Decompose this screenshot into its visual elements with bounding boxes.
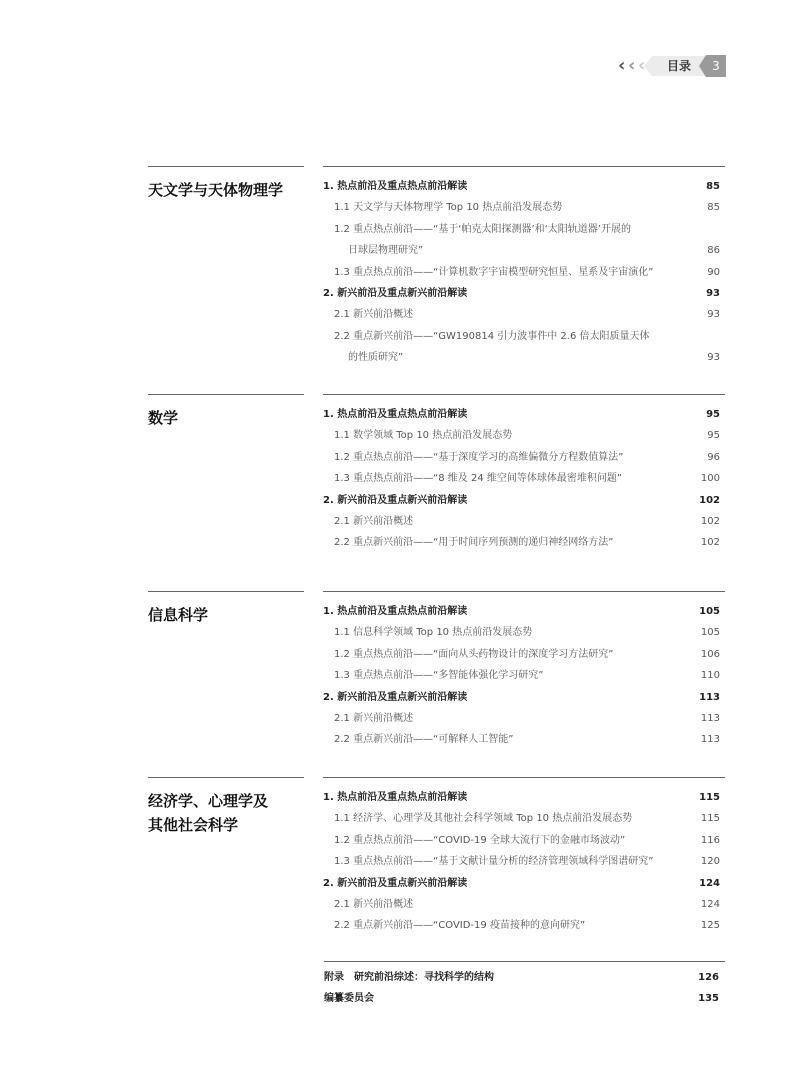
toc-entry[interactable]: 2. 新兴前沿及重点新兴前沿解读 93 bbox=[323, 287, 720, 299]
chevron-left-icon: ‹ bbox=[638, 55, 646, 76]
toc-entry[interactable]: 1.3 重点热点前沿——“8 维及 24 维空间等体球体最密堆积问题” 100 bbox=[334, 473, 720, 485]
toc-entry[interactable]: 1.2 重点热点前沿——“COVID-19 全球大流行下的金融市场波动” 116 bbox=[334, 834, 720, 846]
toc-entry[interactable]: 1. 热点前沿及重点热点前沿解读 95 bbox=[323, 409, 720, 420]
toc-entry[interactable]: 1.2 重点热点前沿——“基于深度学习的高维偏微分方程数值算法” 96 bbox=[334, 451, 720, 463]
toc-entry[interactable]: 1.1 经济学、心理学及其他社会科学领域 Top 10 热点前沿发展态势 115 bbox=[334, 813, 720, 825]
section-title: 天文学与天体物理学 bbox=[148, 181, 284, 199]
toc-entry[interactable]: 2.1 新兴前沿概述 113 bbox=[334, 712, 720, 724]
toc-entry[interactable]: 的性质研究” 93 bbox=[348, 352, 720, 364]
toc-entry[interactable]: 2. 新兴前沿及重点新兴前沿解读 113 bbox=[323, 691, 720, 703]
toc-entry[interactable]: 1.3 重点热点前沿——“多智能体强化学习研究” 110 bbox=[334, 670, 720, 682]
divider bbox=[323, 394, 725, 395]
toc-entry[interactable]: 2.2 重点新兴前沿——“COVID-19 疫苗接种的意向研究” 125 bbox=[334, 920, 720, 932]
divider bbox=[148, 777, 304, 778]
divider bbox=[148, 591, 304, 592]
toc-entry[interactable]: 2.2 重点新兴前沿——“可解释人工智能” 113 bbox=[334, 734, 720, 746]
toc-entry[interactable]: 1.3 重点热点前沿——“计算机数字宇宙模型研究恒星、星系及宇宙演化” 90 bbox=[334, 266, 720, 278]
section-title: 经济学、心理学及 其他社会科学 bbox=[148, 792, 269, 834]
toc-entries bbox=[324, 967, 719, 1010]
toc-entry[interactable]: 2. 新兴前沿及重点新兴前沿解读 124 bbox=[323, 877, 720, 889]
toc-entry[interactable]: 1. 热点前沿及重点热点前沿解读 105 bbox=[323, 606, 720, 617]
toc-entry[interactable]: 2. 新兴前沿及重点新兴前沿解读 102 bbox=[323, 494, 720, 506]
toc-entry[interactable]: 1.2 重点热点前沿——“面向从头药物设计的深度学习方法研究” 106 bbox=[334, 648, 720, 660]
toc-entry[interactable]: 编纂委员会 135 bbox=[324, 993, 719, 1005]
running-header bbox=[618, 55, 726, 77]
divider bbox=[324, 961, 725, 962]
toc-entry[interactable]: 附录 研究前沿综述：寻找科学的结构 126 bbox=[324, 972, 719, 983]
toc-entry[interactable]: 2.1 新兴前沿概述 93 bbox=[334, 309, 720, 321]
toc-entry[interactable]: 1. 热点前沿及重点热点前沿解读 115 bbox=[323, 792, 720, 803]
toc-entry[interactable]: 1.3 重点热点前沿——“基于文献计量分析的经济管理领域科学图谱研究” 120 bbox=[334, 856, 720, 868]
toc-entries bbox=[323, 601, 720, 751]
toc-appendix bbox=[324, 961, 725, 1005]
section-title: 信息科学 bbox=[148, 606, 209, 624]
toc-entry[interactable]: 2.1 新兴前沿概述 124 bbox=[334, 898, 720, 910]
chevron-left-icon: ‹ bbox=[628, 55, 636, 76]
chevron-left-icon: ‹ bbox=[618, 55, 626, 76]
divider bbox=[148, 166, 304, 167]
toc-entry[interactable]: 1.1 天文学与天体物理学 Top 10 热点前沿发展态势 85 bbox=[334, 202, 720, 214]
toc-entry[interactable]: 2.1 新兴前沿概述 102 bbox=[334, 515, 720, 527]
toc-entries bbox=[323, 404, 720, 554]
toc-entry[interactable]: 日球层物理研究” 86 bbox=[348, 245, 720, 257]
toc-entry[interactable]: 2.2 重点新兴前沿——“用于时间序列预测的递归神经网络方法” 102 bbox=[334, 537, 720, 549]
toc-entry[interactable]: 1.2 重点热点前沿——“基于‘帕克太阳探测器’和‘太阳轨道器’开展的 bbox=[334, 223, 631, 235]
section-title: 数学 bbox=[148, 409, 179, 427]
divider bbox=[323, 777, 725, 778]
toc-entries bbox=[323, 787, 720, 937]
toc-entry[interactable]: 1.1 数学领域 Top 10 热点前沿发展态势 95 bbox=[334, 430, 720, 442]
toc-entries bbox=[323, 176, 720, 369]
divider bbox=[323, 166, 725, 167]
toc-entry[interactable]: 2.2 重点新兴前沿——“GW190814 引力波事件中 2.6 倍太阳质量天体 bbox=[334, 330, 650, 342]
header-label: 目录 bbox=[652, 56, 706, 76]
divider bbox=[323, 591, 725, 592]
toc-entry[interactable]: 1.1 信息科学领域 Top 10 热点前沿发展态势 105 bbox=[334, 627, 720, 639]
page-number: 3 bbox=[706, 55, 726, 77]
divider bbox=[148, 394, 304, 395]
toc-entry[interactable]: 1. 热点前沿及重点热点前沿解读 85 bbox=[323, 181, 720, 192]
